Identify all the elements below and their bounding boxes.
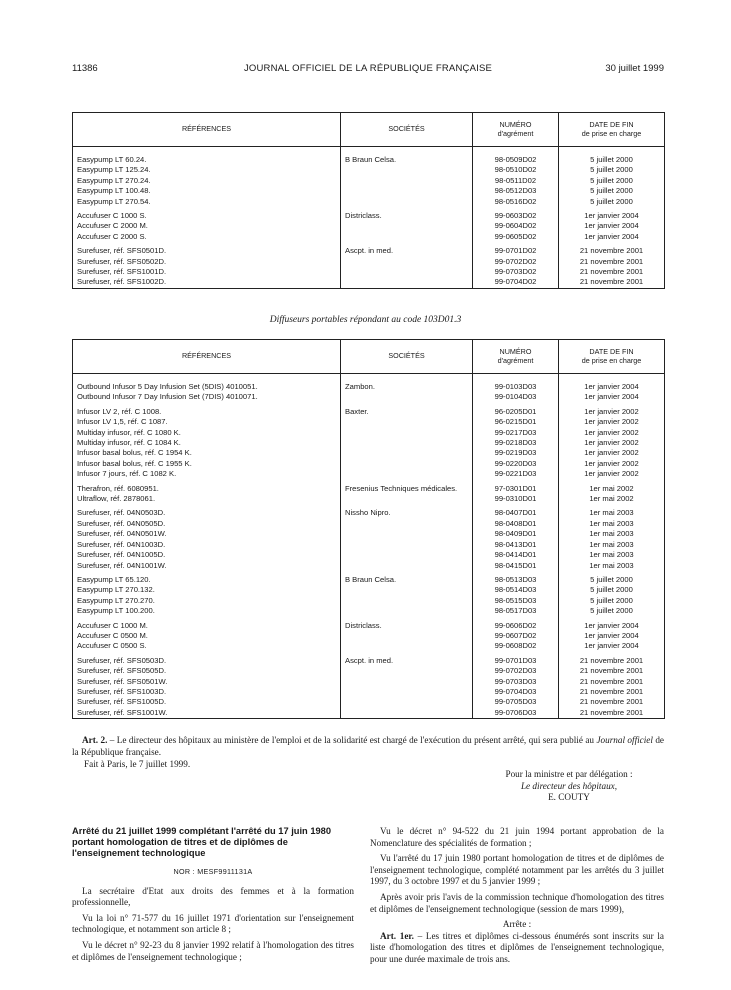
table-row xyxy=(73,392,665,402)
header-societes: SOCIÉTÉS xyxy=(341,113,473,147)
cell-societe: B Braun Celsa. xyxy=(341,575,473,585)
fait-a-paris: Fait à Paris, le 7 juillet 1999. xyxy=(84,759,191,769)
decree-title: Arrêté du 21 juillet 1999 complétant l'arrêté du 17 juin 1980 portant homologation de titres et de diplômes de l'enseignement technologique xyxy=(72,826,332,858)
cell-reference: Infusor 7 jours, réf. C 1082 K. xyxy=(73,469,341,479)
cell-date: 1er mai 2003 xyxy=(559,519,665,529)
cell-numero: 99-0221D03 xyxy=(473,469,559,479)
cell-date: 1er janvier 2002 xyxy=(559,448,665,458)
cell-numero: 99-0104D03 xyxy=(473,392,559,402)
cell-societe xyxy=(341,550,473,560)
table-row xyxy=(73,484,665,494)
cell-date: 1er janvier 2004 xyxy=(559,641,665,651)
table-header-row xyxy=(73,113,665,147)
cell-numero: 98-0408D01 xyxy=(473,519,559,529)
cell-numero: 98-0509D02 xyxy=(473,155,559,165)
cell-reference: Easypump LT 60.24. xyxy=(73,155,341,165)
table-row xyxy=(73,494,665,504)
decree-paragraph: Vu le décret n° 94-522 du 21 juin 1994 portant approbation de la Nomenclature des spécialités de formation ; xyxy=(370,826,664,848)
cell-date: 1er janvier 2004 xyxy=(559,211,665,221)
cell-date: 1er janvier 2002 xyxy=(559,469,665,479)
table-row xyxy=(73,186,665,196)
cell-societe xyxy=(341,606,473,616)
cell-reference: Infusor LV 2, réf. C 1008. xyxy=(73,407,341,417)
decree-right-column xyxy=(370,826,664,970)
table-row xyxy=(73,165,665,175)
header-date: DATE DE FIN de prise en charge xyxy=(559,340,665,374)
table-spacer xyxy=(73,147,665,156)
cell-societe xyxy=(341,267,473,277)
cell-date: 1er mai 2002 xyxy=(559,484,665,494)
cell-numero: 99-0703D03 xyxy=(473,677,559,687)
cell-numero: 97-0301D01 xyxy=(473,484,559,494)
cell-societe xyxy=(341,428,473,438)
cell-reference: Surefuser, réf. 04N0501W. xyxy=(73,529,341,539)
cell-reference: Easypump LT 100.48. xyxy=(73,186,341,196)
cell-date: 21 novembre 2001 xyxy=(559,277,665,288)
cell-societe: Nissho Nipro. xyxy=(341,508,473,518)
cell-date: 1er mai 2002 xyxy=(559,494,665,504)
cell-societe xyxy=(341,221,473,231)
references-table-1 xyxy=(72,112,665,289)
journal-title: JOURNAL OFFICIEL DE LA RÉPUBLIQUE FRANÇAISE xyxy=(243,63,493,74)
cell-date: 1er mai 2003 xyxy=(559,561,665,571)
cell-reference: Accufuser C 0500 M. xyxy=(73,631,341,641)
cell-reference: Easypump LT 270.54. xyxy=(73,197,341,207)
cell-reference: Surefuser, réf. 04N0503D. xyxy=(73,508,341,518)
cell-reference: Surefuser, réf. SFS1005D. xyxy=(73,697,341,707)
references-table-2 xyxy=(72,339,665,719)
cell-numero: 99-0702D03 xyxy=(473,666,559,676)
table-row xyxy=(73,428,665,438)
cell-societe xyxy=(341,697,473,707)
table-row xyxy=(73,469,665,479)
cell-numero: 98-0407D01 xyxy=(473,508,559,518)
cell-numero: 98-0414D01 xyxy=(473,550,559,560)
cell-reference: Surefuser, réf. 04N1005D. xyxy=(73,550,341,560)
cell-numero: 98-0409D01 xyxy=(473,529,559,539)
cell-numero: 98-0516D02 xyxy=(473,197,559,207)
cell-societe xyxy=(341,232,473,242)
cell-reference: Surefuser, réf. SFS1003D. xyxy=(73,687,341,697)
cell-numero: 99-0218D03 xyxy=(473,438,559,448)
cell-date: 5 juillet 2000 xyxy=(559,186,665,196)
cell-numero: 99-0705D03 xyxy=(473,697,559,707)
cell-numero: 98-0415D01 xyxy=(473,561,559,571)
decree-paragraph: La secrétaire d'Etat aux droits des femmes et à la formation professionnelle, xyxy=(72,885,354,908)
cell-date: 5 juillet 2000 xyxy=(559,606,665,616)
cell-numero: 98-0512D03 xyxy=(473,186,559,196)
cell-reference: Infusor LV 1,5, réf. C 1087. xyxy=(73,417,341,427)
cell-date: 21 novembre 2001 xyxy=(559,246,665,256)
table-row xyxy=(73,448,665,458)
decree-paragraph: Après avoir pris l'avis de la commission technique d'homologation des titres et diplômes de l'enseignement technologique (session de mars 1999), xyxy=(370,891,664,914)
cell-numero: 99-0605D02 xyxy=(473,232,559,242)
cell-date: 5 juillet 2000 xyxy=(559,176,665,186)
cell-numero: 98-0510D02 xyxy=(473,165,559,175)
signature-block xyxy=(474,769,664,804)
cell-numero: 99-0703D02 xyxy=(473,267,559,277)
cell-numero: 98-0517D03 xyxy=(473,606,559,616)
cell-numero: 99-0103D03 xyxy=(473,382,559,392)
table-row xyxy=(73,550,665,560)
decree-paragraph: Vu le décret n° 92-23 du 8 janvier 1992 relatif à l'homologation des titres et diplômes de l'enseignement technologique ; xyxy=(72,939,354,962)
cell-reference: Surefuser, réf. SFS0505D. xyxy=(73,666,341,676)
table-row xyxy=(73,508,665,518)
cell-numero: 99-0706D03 xyxy=(473,708,559,719)
cell-numero: 99-0704D02 xyxy=(473,277,559,288)
cell-numero: 99-0219D03 xyxy=(473,448,559,458)
cell-numero: 98-0513D03 xyxy=(473,575,559,585)
cell-societe: Ascpt. in med. xyxy=(341,656,473,666)
cell-reference: Accufuser C 1000 M. xyxy=(73,621,341,631)
cell-numero: 99-0607D02 xyxy=(473,631,559,641)
cell-date: 1er janvier 2004 xyxy=(559,382,665,392)
cell-reference: Surefuser, réf. 04N1003D. xyxy=(73,540,341,550)
cell-reference: Multiday infusor, réf. C 1084 K. xyxy=(73,438,341,448)
cell-societe xyxy=(341,585,473,595)
cell-societe: Districlass. xyxy=(341,211,473,221)
cell-societe xyxy=(341,448,473,458)
cell-date: 21 novembre 2001 xyxy=(559,697,665,707)
table-row xyxy=(73,221,665,231)
table-row xyxy=(73,656,665,666)
table-spacer xyxy=(73,374,665,383)
table-row xyxy=(73,267,665,277)
table-row xyxy=(73,561,665,571)
cell-numero: 98-0511D02 xyxy=(473,176,559,186)
cell-reference: Easypump LT 65.120. xyxy=(73,575,341,585)
cell-date: 1er janvier 2004 xyxy=(559,392,665,402)
signature-line-2: Le directeur des hôpitaux, xyxy=(520,780,618,791)
cell-reference: Surefuser, réf. SFS1002D. xyxy=(73,277,341,288)
page-header xyxy=(72,63,664,77)
cell-societe: Ascpt. in med. xyxy=(341,246,473,256)
header-numero: NUMÉRO d'agrément xyxy=(473,113,559,147)
table-row xyxy=(73,697,665,707)
table-row xyxy=(73,631,665,641)
header-references: RÉFÉRENCES xyxy=(73,340,341,374)
decree-paragraph: Vu la loi n° 71-577 du 16 juillet 1971 d'orientation sur l'enseignement technologique, et notamment son article 8 ; xyxy=(72,912,354,935)
cell-numero: 98-0413D01 xyxy=(473,540,559,550)
cell-date: 1er janvier 2002 xyxy=(559,438,665,448)
header-references: RÉFÉRENCES xyxy=(73,113,341,147)
cell-societe xyxy=(341,666,473,676)
cell-date: 1er janvier 2002 xyxy=(559,459,665,469)
cell-reference: Therafron, réf. 6080951. xyxy=(73,484,341,494)
cell-numero: 99-0217D03 xyxy=(473,428,559,438)
cell-societe xyxy=(341,687,473,697)
cell-societe xyxy=(341,708,473,719)
cell-societe: Districlass. xyxy=(341,621,473,631)
table-row xyxy=(73,459,665,469)
cell-reference: Accufuser C 1000 S. xyxy=(73,211,341,221)
cell-reference: Multiday infusor, réf. C 1080 K. xyxy=(73,428,341,438)
cell-societe xyxy=(341,176,473,186)
table-row xyxy=(73,575,665,585)
table-row xyxy=(73,677,665,687)
cell-numero: 98-0514D03 xyxy=(473,585,559,595)
table-row xyxy=(73,641,665,651)
journal-officiel-ref: Journal officiel xyxy=(596,735,653,745)
cell-date: 21 novembre 2001 xyxy=(559,677,665,687)
article-1-label: Art. 1er. xyxy=(380,930,414,941)
cell-societe xyxy=(341,197,473,207)
article-2: Art. 2. – Le directeur des hôpitaux au ministère de l'emploi et de la solidarité est chargé de l'exécution du présent arrêté, qui sera publié au Journal officiel de la République française. xyxy=(72,735,665,757)
table-caption: Diffuseurs portables répondant au code 103D01.3 xyxy=(269,315,462,325)
cell-date: 1er janvier 2004 xyxy=(559,631,665,641)
cell-date: 5 juillet 2000 xyxy=(559,596,665,606)
cell-societe xyxy=(341,257,473,267)
cell-date: 5 juillet 2000 xyxy=(559,165,665,175)
table-row xyxy=(73,155,665,165)
cell-reference: Easypump LT 270.132. xyxy=(73,585,341,595)
page-number: 11386 xyxy=(72,63,98,74)
nor-reference: NOR : MESF9911131A xyxy=(173,867,253,876)
cell-societe: Baxter. xyxy=(341,407,473,417)
table-row xyxy=(73,407,665,417)
table-row xyxy=(73,197,665,207)
cell-societe xyxy=(341,529,473,539)
table-row xyxy=(73,232,665,242)
cell-numero: 99-0606D02 xyxy=(473,621,559,631)
cell-societe xyxy=(341,186,473,196)
cell-numero: 99-0704D03 xyxy=(473,687,559,697)
cell-date: 1er mai 2003 xyxy=(559,529,665,539)
cell-date: 21 novembre 2001 xyxy=(559,666,665,676)
header-societes: SOCIÉTÉS xyxy=(341,340,473,374)
header-numero: NUMÉRO d'agrément xyxy=(473,340,559,374)
issue-date: 30 juillet 1999 xyxy=(605,63,664,74)
cell-numero: 98-0515D03 xyxy=(473,596,559,606)
cell-reference: Easypump LT 270.270. xyxy=(73,596,341,606)
cell-societe xyxy=(341,641,473,651)
cell-date: 5 juillet 2000 xyxy=(559,575,665,585)
cell-societe xyxy=(341,677,473,687)
cell-numero: 99-0701D03 xyxy=(473,656,559,666)
table-row xyxy=(73,585,665,595)
cell-reference: Accufuser C 0500 S. xyxy=(73,641,341,651)
cell-reference: Surefuser, réf. SFS1001D. xyxy=(73,267,341,277)
cell-reference: Easypump LT 125.24. xyxy=(73,165,341,175)
cell-societe xyxy=(341,277,473,288)
table-row xyxy=(73,621,665,631)
cell-numero: 99-0310D01 xyxy=(473,494,559,504)
table-row xyxy=(73,277,665,288)
cell-numero: 99-0220D03 xyxy=(473,459,559,469)
cell-date: 1er janvier 2004 xyxy=(559,232,665,242)
cell-reference: Outbound Infusor 5 Day Infusion Set (5DIS) 4010051. xyxy=(73,382,341,392)
table-row xyxy=(73,606,665,616)
cell-date: 5 juillet 2000 xyxy=(559,155,665,165)
cell-date: 1er janvier 2002 xyxy=(559,407,665,417)
cell-societe xyxy=(341,417,473,427)
cell-societe xyxy=(341,469,473,479)
arrete-heading: Arrête : xyxy=(502,919,532,930)
table-row xyxy=(73,519,665,529)
cell-societe xyxy=(341,519,473,529)
cell-numero: 99-0603D02 xyxy=(473,211,559,221)
cell-reference: Surefuser, réf. SFS0502D. xyxy=(73,257,341,267)
header-date: DATE DE FIN de prise en charge xyxy=(559,113,665,147)
table-row xyxy=(73,417,665,427)
cell-reference: Accufuser C 2000 M. xyxy=(73,221,341,231)
cell-date: 21 novembre 2001 xyxy=(559,656,665,666)
cell-date: 21 novembre 2001 xyxy=(559,687,665,697)
cell-reference: Easypump LT 270.24. xyxy=(73,176,341,186)
cell-reference: Surefuser, réf. SFS0501W. xyxy=(73,677,341,687)
cell-societe xyxy=(341,596,473,606)
cell-societe: Fresenius Techniques médicales. xyxy=(341,484,473,494)
article-2-label: Art. 2. xyxy=(82,735,108,745)
table-row xyxy=(73,540,665,550)
table-row xyxy=(73,246,665,256)
cell-date: 21 novembre 2001 xyxy=(559,267,665,277)
cell-date: 1er mai 2003 xyxy=(559,508,665,518)
cell-date: 1er janvier 2002 xyxy=(559,428,665,438)
signature-line-1: Pour la ministre et par délégation : xyxy=(505,769,633,779)
cell-date: 1er janvier 2002 xyxy=(559,417,665,427)
cell-societe xyxy=(341,392,473,402)
table-row xyxy=(73,529,665,539)
cell-numero: 96-0205D01 xyxy=(473,407,559,417)
table-row xyxy=(73,666,665,676)
table-row xyxy=(73,596,665,606)
cell-societe xyxy=(341,165,473,175)
cell-reference: Outbound Infusor 7 Day Infusion Set (7DIS) 4010071. xyxy=(73,392,341,402)
cell-date: 5 juillet 2000 xyxy=(559,585,665,595)
cell-reference: Ultraflow, réf. 2878061. xyxy=(73,494,341,504)
cell-date: 1er mai 2003 xyxy=(559,550,665,560)
article-1: Art. 1er. – Les titres et diplômes ci-dessous énumérés sont inscrits sur la liste d'homologation des titres et diplômes de l'enseignement technologique, pour une durée maximale de trois ans. xyxy=(370,930,664,964)
table-row xyxy=(73,438,665,448)
cell-numero: 99-0702D02 xyxy=(473,257,559,267)
decree-paragraph: Vu l'arrêté du 17 juin 1980 portant homologation de titres et de diplômes de l'enseignement technologique, complété notamment par les arrêtés du 3 juillet 1997, du 3 octobre 1997 et du 5 janvier 1999 ; xyxy=(370,853,664,887)
table-row xyxy=(73,257,665,267)
cell-date: 21 novembre 2001 xyxy=(559,708,665,719)
cell-reference: Surefuser, réf. SFS0503D. xyxy=(73,656,341,666)
cell-reference: Surefuser, réf. 04N0505D. xyxy=(73,519,341,529)
table-row xyxy=(73,176,665,186)
cell-date: 1er janvier 2004 xyxy=(559,621,665,631)
cell-reference: Infusor basal bolus, réf. C 1955 K. xyxy=(73,459,341,469)
table-row xyxy=(73,211,665,221)
cell-numero: 99-0701D02 xyxy=(473,246,559,256)
cell-reference: Infusor basal bolus, réf. C 1954 K. xyxy=(73,448,341,458)
decree-left-column xyxy=(72,826,354,967)
cell-date: 1er mai 2003 xyxy=(559,540,665,550)
cell-date: 5 juillet 2000 xyxy=(559,197,665,207)
cell-societe xyxy=(341,561,473,571)
table-row xyxy=(73,687,665,697)
cell-numero: 99-0604D02 xyxy=(473,221,559,231)
cell-societe xyxy=(341,631,473,641)
cell-reference: Surefuser, réf. SFS1001W. xyxy=(73,708,341,719)
cell-societe: Zambon. xyxy=(341,382,473,392)
cell-societe xyxy=(341,494,473,504)
cell-societe xyxy=(341,540,473,550)
cell-date: 1er janvier 2004 xyxy=(559,221,665,231)
cell-societe: B Braun Celsa. xyxy=(341,155,473,165)
cell-numero: 96-0215D01 xyxy=(473,417,559,427)
cell-reference: Accufuser C 2000 S. xyxy=(73,232,341,242)
cell-reference: Surefuser, réf. 04N1001W. xyxy=(73,561,341,571)
cell-societe xyxy=(341,438,473,448)
table-row xyxy=(73,708,665,719)
cell-reference: Easypump LT 100.200. xyxy=(73,606,341,616)
signatory-name: E. COUTY xyxy=(548,792,590,803)
cell-numero: 99-0608D02 xyxy=(473,641,559,651)
table-row xyxy=(73,382,665,392)
table-header-row xyxy=(73,340,665,374)
cell-date: 21 novembre 2001 xyxy=(559,257,665,267)
cell-societe xyxy=(341,459,473,469)
cell-reference: Surefuser, réf. SFS0501D. xyxy=(73,246,341,256)
